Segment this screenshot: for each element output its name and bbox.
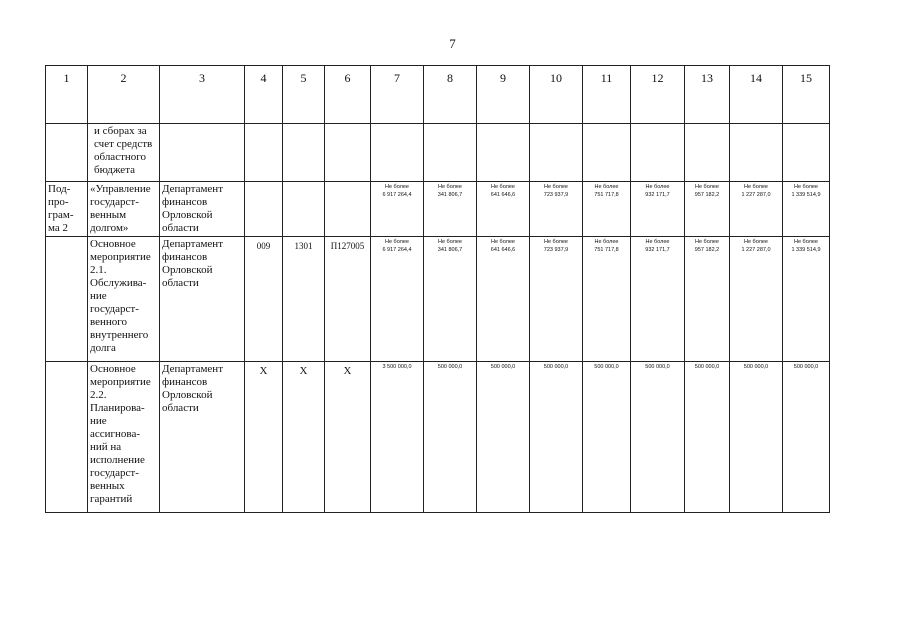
code-cell: П127005 — [325, 237, 371, 362]
table-cell — [424, 124, 477, 182]
header-cell: 8 — [424, 66, 477, 124]
amount-prefix: Не более — [385, 239, 409, 245]
amount-value: 957 182,2 — [694, 247, 720, 253]
amount-prefix: Не более — [594, 239, 619, 245]
header-cell: 5 — [283, 66, 325, 124]
amount-cell — [477, 237, 530, 362]
amount-value: 500 000,0 — [543, 364, 569, 370]
header-cell: 14 — [730, 66, 783, 124]
amount-cell — [631, 362, 685, 513]
row-name: Основное мероприятие 2.1. Обслужива-ние государст-венного внутреннего долга — [88, 237, 160, 362]
table-cell — [371, 124, 424, 182]
header-cell: 6 — [325, 66, 371, 124]
amount-value: 723 937,9 — [543, 192, 569, 198]
amount-prefix: Не более — [645, 239, 670, 245]
amount-cell — [583, 182, 631, 237]
table-cell — [325, 182, 371, 237]
amount-value: 723 937,9 — [543, 247, 569, 253]
row-name: Основное мероприятие 2.2. Планирова-ние ассигнова-ний на исполнение государст-венных гарантий — [88, 362, 160, 513]
amount-value: 932 171,7 — [645, 247, 670, 253]
amount-value: 500 000,0 — [645, 364, 670, 370]
header-cell: 12 — [631, 66, 685, 124]
amount-prefix: Не более — [695, 239, 719, 245]
code-cell: Х — [245, 362, 283, 513]
amount-cell — [424, 362, 477, 513]
amount-cell — [530, 362, 583, 513]
table-row — [46, 124, 830, 182]
amount-cell — [685, 237, 730, 362]
amount-prefix: Не более — [594, 184, 619, 190]
amount-cell — [477, 182, 530, 237]
amount-cell — [477, 362, 530, 513]
code-cell: 1301 — [283, 237, 325, 362]
table-cell — [245, 182, 283, 237]
amount-prefix: Не более — [794, 239, 818, 245]
table-cell — [46, 124, 88, 182]
amount-value: 932 171,7 — [645, 192, 670, 198]
code-cell: Х — [325, 362, 371, 513]
amount-cell — [631, 237, 685, 362]
amount-cell — [730, 362, 783, 513]
amount-prefix: Не более — [645, 184, 670, 190]
amount-cell — [685, 362, 730, 513]
amount-cell — [783, 362, 830, 513]
table-cell — [46, 362, 88, 513]
amount-cell — [631, 182, 685, 237]
amount-value: 500 000,0 — [594, 364, 619, 370]
amount-value: 500 000,0 — [793, 364, 819, 370]
amount-cell — [371, 237, 424, 362]
amount-value: 1 227 287,0 — [741, 247, 771, 253]
amount-value: 3 500 000,0 — [382, 364, 412, 370]
amount-value: 500 000,0 — [743, 364, 769, 370]
row-name: и сборах за счет средств областного бюджета — [88, 124, 160, 182]
amount-prefix: Не более — [491, 184, 515, 190]
table-row — [46, 237, 830, 362]
amount-value: 641 646,6 — [490, 247, 516, 253]
page-number: 7 — [449, 36, 456, 51]
amount-cell — [730, 237, 783, 362]
code-cell: 009 — [245, 237, 283, 362]
amount-value: 341 806,7 — [437, 247, 463, 253]
table-cell — [530, 124, 583, 182]
amount-cell — [783, 182, 830, 237]
amount-value: 6 917 264,4 — [382, 192, 412, 198]
table-cell — [783, 124, 830, 182]
table-row — [46, 182, 830, 237]
header-cell: 4 — [245, 66, 283, 124]
table-cell — [46, 237, 88, 362]
amount-prefix: Не более — [491, 239, 515, 245]
amount-value: 751 717,8 — [594, 247, 619, 253]
amount-cell — [424, 182, 477, 237]
header-cell: 15 — [783, 66, 830, 124]
row-name: «Управление государст-венным долгом» — [88, 182, 160, 237]
amount-cell — [583, 237, 631, 362]
budget-table — [45, 65, 830, 513]
amount-prefix: Не более — [385, 184, 409, 190]
amount-value: 1 339 514,9 — [791, 247, 821, 253]
amount-prefix: Не более — [438, 239, 462, 245]
amount-cell — [371, 362, 424, 513]
header-cell: 13 — [685, 66, 730, 124]
table-cell — [283, 182, 325, 237]
amount-value: 957 182,2 — [694, 192, 720, 198]
amount-cell — [371, 182, 424, 237]
amount-value: 500 000,0 — [490, 364, 516, 370]
amount-prefix: Не более — [794, 184, 818, 190]
header-row — [46, 66, 830, 124]
header-cell: 7 — [371, 66, 424, 124]
header-cell: 3 — [160, 66, 245, 124]
executor-cell: Департамент финансов Орловской области — [160, 237, 245, 362]
amount-value: 341 806,7 — [437, 192, 463, 198]
amount-value: 1 227 287,0 — [741, 192, 771, 198]
table-cell — [631, 124, 685, 182]
table-cell — [325, 124, 371, 182]
header-cell: 1 — [46, 66, 88, 124]
amount-prefix: Не более — [695, 184, 719, 190]
amount-prefix: Не более — [544, 184, 568, 190]
subprogram-label: Под-про-грам-ма 2 — [46, 182, 88, 237]
amount-prefix: Не более — [744, 184, 768, 190]
executor-cell: Департамент финансов Орловской области — [160, 182, 245, 237]
amount-cell — [424, 237, 477, 362]
executor-cell: Департамент финансов Орловской области — [160, 362, 245, 513]
table-cell — [245, 124, 283, 182]
table-cell — [477, 124, 530, 182]
table-cell — [283, 124, 325, 182]
code-cell: Х — [283, 362, 325, 513]
amount-cell — [783, 237, 830, 362]
table-cell — [685, 124, 730, 182]
header-cell: 2 — [88, 66, 160, 124]
amount-cell — [730, 182, 783, 237]
amount-prefix: Не более — [544, 239, 568, 245]
table-cell — [583, 124, 631, 182]
table-cell — [160, 124, 245, 182]
amount-cell — [685, 182, 730, 237]
header-cell: 9 — [477, 66, 530, 124]
amount-prefix: Не более — [744, 239, 768, 245]
header-cell: 11 — [583, 66, 631, 124]
amount-value: 500 000,0 — [437, 364, 463, 370]
table-cell — [730, 124, 783, 182]
amount-prefix: Не более — [438, 184, 462, 190]
amount-value: 641 646,6 — [490, 192, 516, 198]
amount-cell — [583, 362, 631, 513]
amount-cell — [530, 237, 583, 362]
amount-value: 751 717,8 — [594, 192, 619, 198]
amount-cell — [530, 182, 583, 237]
amount-value: 6 917 264,4 — [382, 247, 412, 253]
amount-value: 1 339 514,9 — [791, 192, 821, 198]
header-cell: 10 — [530, 66, 583, 124]
amount-value: 500 000,0 — [694, 364, 720, 370]
table-row — [46, 362, 830, 513]
